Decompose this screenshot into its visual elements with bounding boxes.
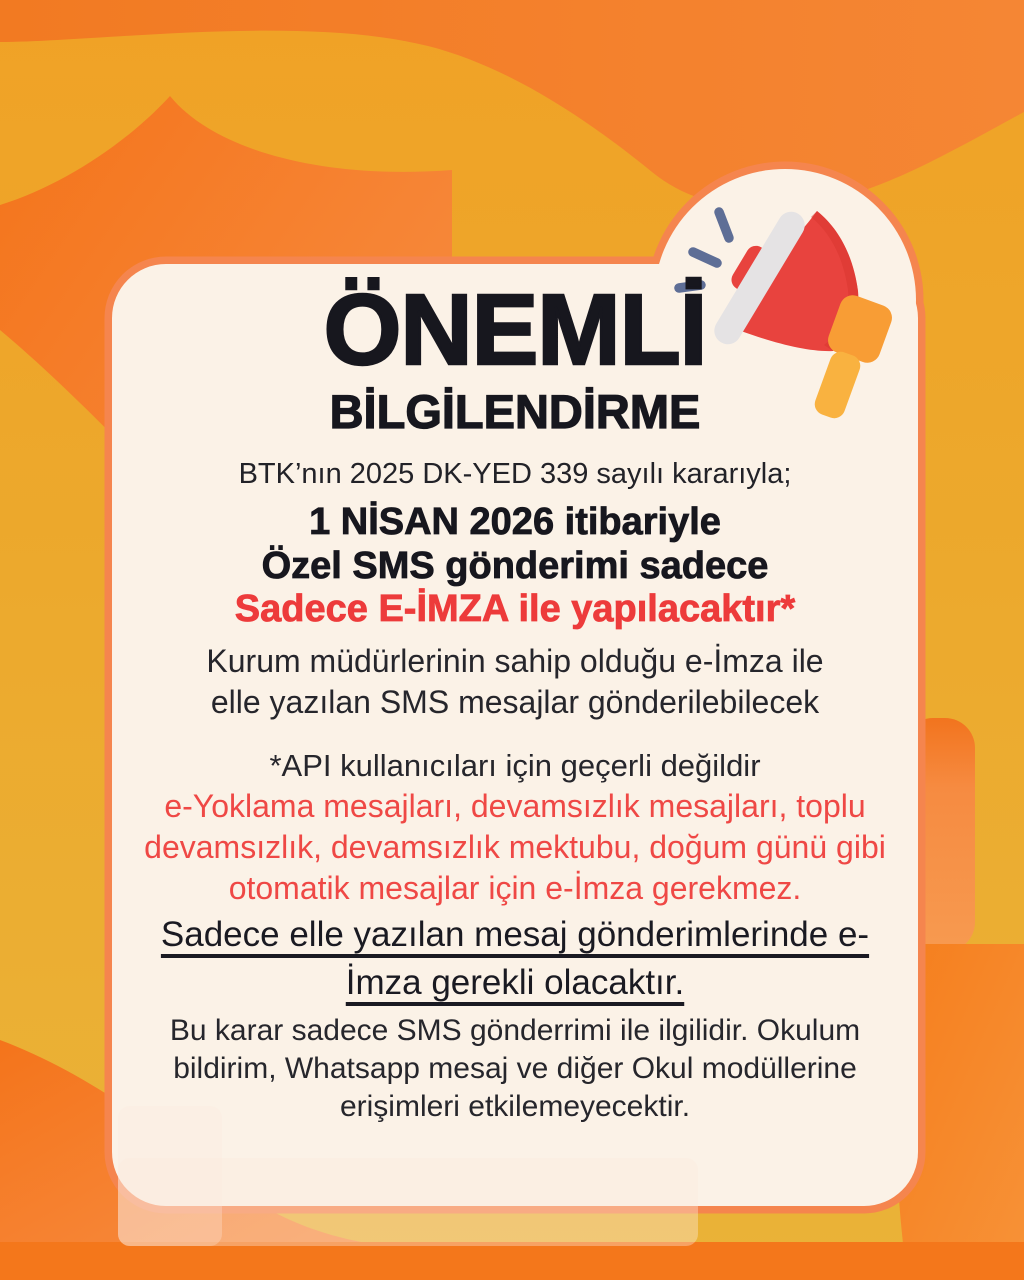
closing-note: Bu karar sadece SMS gönderrimi ile ilgilidir. Okulum bildirim, Whatsapp mesaj ve diğer Okul modüllerine erişimleri etkilemeyecektir. [169, 1014, 861, 1124]
paragraph-red: e-Yoklama mesajları, devamsızlık mesajları, toplu devamsızlık, devamsızlık mektubu, doğum günü gibi otomatik mesajlar için e-İmza gerekmez. [144, 788, 886, 907]
intro-line: BTK’nın 2025 DK-YED 339 sayılı kararıyla; [238, 457, 792, 490]
poster-title: ÖNEMLİ [323, 274, 707, 386]
footnote-line: *API kullanıcıları için geçerli değildir [269, 747, 761, 783]
highlight-line-2: Özel SMS gönderimi sadece [261, 544, 769, 587]
card-content [112, 264, 918, 1206]
paragraph-1: Kurum müdürlerinin sahip olduğu e-İmza ile elle yazılan SMS mesajlar gönderilebilecek [206, 643, 824, 720]
underlined-statement: Sadece elle yazılan mesaj gönderimlerinde e-İmza gerekli olacaktır. [160, 915, 870, 1002]
highlight-line-red: Sadece E-İMZA ile yapılacaktır* [234, 588, 796, 630]
poster-subtitle: BİLGİLENDİRME [329, 385, 701, 438]
highlight-line-1: 1 NİSAN 2026 itibariyle [309, 501, 721, 544]
